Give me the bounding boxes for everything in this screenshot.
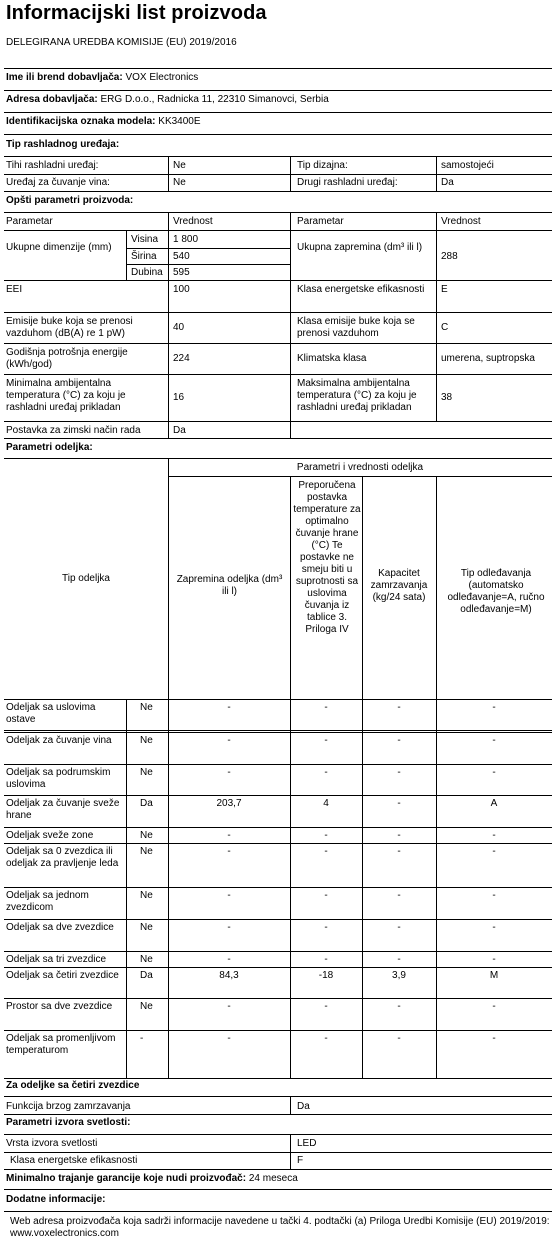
compartment-freeze: - [397,1033,401,1044]
warranty [6,1173,298,1185]
light-class-value: F [297,1155,304,1166]
annual-label: Godišnja potrošnja energije (kWh/god) [6,347,128,370]
four-star-header: Za odeljke sa četiri zvezdice [6,1080,140,1091]
winter-label: Postavka za zimski način rada [6,425,141,436]
col-volume: Zapremina odeljka (dm³ ili l) [176,574,283,597]
col-param-2: Parametar [297,216,344,227]
compartments-header: Parametri odeljka: [6,442,93,453]
col-param-1: Parametar [6,216,53,227]
supplier-name [6,72,198,84]
compartment-defrost: - [492,890,496,901]
fast-freeze-value: Da [297,1101,310,1112]
compartment-temp: - [324,954,328,965]
compartment-present: Da [140,798,153,809]
supplier-address [6,94,329,106]
compartment-defrost: - [492,1001,496,1012]
compartment-name: Odeljak sveže zone [6,830,94,841]
compartment-name: Odeljak sa tri zvezdice [6,954,107,965]
compartment-name: Odeljak sa uslovima ostave [6,702,96,725]
depth-value: 595 [173,267,190,278]
eei-value: 100 [173,284,190,295]
compartment-defrost: - [492,954,496,965]
volume-value: 288 [441,251,458,262]
dims-label: Ukupne dimenzije (mm) [6,242,112,253]
height-label: Visina [131,234,159,245]
compartment-temp: - [324,735,328,746]
compartment-name: Odeljak sa četiri zvezdice [6,970,119,981]
compartment-defrost: - [492,735,496,746]
quiet-value: Ne [173,160,186,171]
compartment-volume: - [227,830,231,841]
compartment-freeze: - [397,735,401,746]
compartment-freeze: - [397,830,401,841]
fast-freeze-label: Funkcija brzog zamrzavanja [6,1101,131,1112]
light-class-label: Klasa energetske efikasnosti [10,1155,138,1166]
compartment-defrost: - [492,830,496,841]
compartment-freeze: - [397,890,401,901]
compartment-present: Ne [140,890,153,901]
compartment-volume: 84,3 [219,970,239,981]
eei-label: EEI [6,284,23,295]
noise-label: Emisije buke koja se prenosi vazduhom (dB(A) re 1 pW) [6,316,133,339]
compartment-volume: - [227,702,231,713]
compartment-defrost: - [492,922,496,933]
compartment-volume: - [227,846,231,857]
compartment-defrost: - [492,767,496,778]
additional-text: Web adresa proizvođača koja sadrži informacije navedene u tački 4. podtački (a) Priloga Uredbi Komisije (EU) 2019/2019: www.voxelectronics.com [10,1216,550,1239]
compartment-volume: - [227,890,231,901]
width-value: 540 [173,251,190,262]
energy-class-label: Klasa energetske efikasnosti [297,284,425,295]
light-type-value: LED [297,1138,317,1149]
col-value-2: Vrednost [441,216,481,227]
other-label: Drugi rashladni uređaj: [297,177,398,188]
compartment-name: Prostor sa dve zvezdice [6,1001,113,1012]
climate-value: umerena, suptropska [441,353,535,364]
compartment-present: Ne [140,846,153,857]
col-value-1: Vrednost [173,216,213,227]
height-value: 1 800 [173,234,199,245]
compartment-present: - [140,1033,144,1044]
wine-label: Uređaj za čuvanje vina: [6,177,110,188]
compartment-name: Odeljak za čuvanje sveže hrane [6,798,120,821]
compartment-freeze: - [397,1001,401,1012]
compartment-volume: - [227,1001,231,1012]
compartment-temp: - [324,922,328,933]
compartment-present: Ne [140,1001,153,1012]
col-defrost: Tip odleđavanja (automatsko odleđavanje=A, ručno odleđavanje=M) [447,568,545,615]
general-header: Opšti parametri proizvoda: [6,195,134,206]
compartment-freeze: - [397,702,401,713]
supplier-address-label: Adresa dobavljača: [6,94,98,105]
supplier-name-label: Ime ili brend dobavljača: [6,72,123,83]
min-temp-value: 16 [173,392,185,403]
model-id-label: Identifikacijska oznaka modela: [6,116,156,127]
max-temp-value: 38 [441,392,453,403]
compartment-defrost: A [490,798,498,809]
light-type-label: Vrsta izvora svetlosti [6,1138,98,1149]
compartment-temp: - [324,702,328,713]
compartment-name: Odeljak za čuvanje vina [6,735,112,746]
col-freeze: Kapacitet zamrzavanja (kg/24 sata) [370,568,428,603]
compartment-temp: - [324,830,328,841]
other-value: Da [441,177,454,188]
compartment-name: Odeljak sa dve zvezdice [6,922,114,933]
compartment-temp: - [324,1033,328,1044]
compartment-defrost: - [492,1033,496,1044]
compartment-present: Ne [140,735,153,746]
noise-class-value: C [441,322,449,333]
compartment-name: Odeljak sa 0 zvezdica ili odeljak za pravljenje leda [6,846,119,869]
model-id [6,116,201,128]
compartment-volume: - [227,767,231,778]
compartment-name: Odeljak sa jednom zvezdicom [6,890,89,913]
col-type: Tip odeljka [62,573,110,584]
page-title: Informacijski list proizvoda [6,2,267,24]
volume-label: Ukupna zapremina (dm³ ili l) [297,242,423,253]
min-temp-label: Minimalna ambijentalna temperatura (°C) za koju je rashladni uređaj prikladan [6,378,126,413]
compartment-volume: - [227,922,231,933]
compartment-volume: - [227,1033,231,1044]
annual-value: 224 [173,353,190,364]
compartment-temp: - [324,1001,328,1012]
energy-class-value: E [441,284,448,295]
compartment-temp: - [324,890,328,901]
compartment-present: Ne [140,767,153,778]
compartment-freeze: - [397,798,401,809]
depth-label: Dubina [131,267,163,278]
warranty-value: 24 meseca [248,1173,298,1184]
compartment-temp: 4 [323,798,329,809]
compartment-freeze: 3,9 [392,970,406,981]
compartment-present: Ne [140,922,153,933]
compartment-present: Ne [140,702,153,713]
light-header: Parametri izvora svetlosti: [6,1117,131,1128]
compartment-defrost: M [489,970,499,981]
warranty-label: Minimalno trajanje garancije koje nudi proizvođač: [6,1173,247,1184]
model-id-value: KK3400E [158,116,201,127]
compartment-freeze: - [397,954,401,965]
compartment-volume: - [227,954,231,965]
compartment-present: Ne [140,830,153,841]
compartment-defrost: - [492,702,496,713]
design-label: Tip dizajna: [297,160,348,171]
compartment-name: Odeljak sa podrumskim uslovima [6,767,111,790]
compartment-freeze: - [397,767,401,778]
compartment-freeze: - [397,846,401,857]
winter-value: Da [173,425,186,436]
design-value: samostojeći [441,160,494,171]
compartment-volume: - [227,735,231,746]
noise-class-label: Klasa emisije buke koja se prenosi vazduhom [297,316,415,339]
type-header: Tip rashladnog uređaja: [6,139,120,150]
additional-header: Dodatne informacije: [6,1194,106,1205]
compartment-freeze: - [397,922,401,933]
col-temp: Preporučena postavka temperature za optimalno čuvanje hrane (°C) Te postavke ne smeju biti u suprotnosti sa uslovima čuvanja iz tablice 3. Priloga IV [293,480,361,635]
wine-value: Ne [173,177,186,188]
supplier-address-value: ERG D.o.o., Radnicka 11, 22310 Simanovci, Serbia [100,94,329,105]
supplier-name-value: VOX Electronics [125,72,199,83]
climate-label: Klimatska klasa [297,353,367,364]
compartment-present: Da [140,970,153,981]
group-header: Parametri i vrednosti odeljka [296,462,424,473]
compartment-temp: - [324,846,328,857]
page-subtitle: DELEGIRANA UREDBA KOMISIJE (EU) 2019/2016 [6,37,237,48]
compartment-volume: 203,7 [216,798,242,809]
compartment-name: Odeljak sa promenljivom temperaturom [6,1033,116,1056]
quiet-label: Tihi rashladni uređaj: [6,160,99,171]
compartment-temp: - [324,767,328,778]
compartment-present: Ne [140,954,153,965]
compartment-temp: -18 [318,970,334,981]
noise-value: 40 [173,322,185,333]
compartment-defrost: - [492,846,496,857]
max-temp-label: Maksimalna ambijentalna temperatura (°C) za koju je rashladni uređaj prikladan [297,378,417,413]
width-label: Širina [131,251,157,262]
